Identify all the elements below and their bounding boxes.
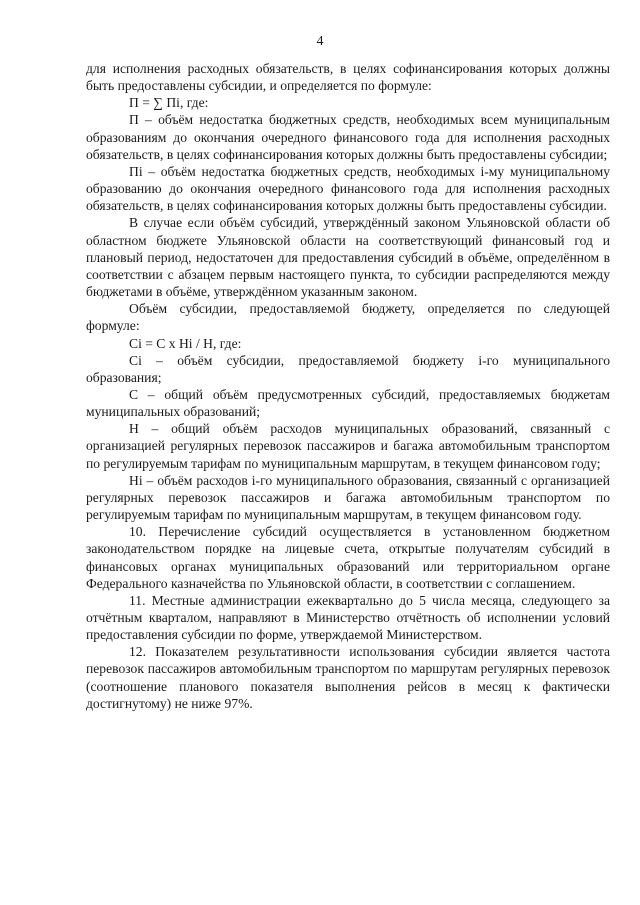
paragraph: 10. Перечисление субсидий осуществляется в установленном бюджетном законодательством порядке на лицевые счета, открытые получателям субсидий в финансовых органах муниципальных образований или территориальном органе Федерального казначейства по Ульяновской области, в соответствии с соглашением. — [86, 524, 610, 591]
paragraph: Н – общий объём расходов муниципальных образований, связанный с организацией регулярных перевозок пассажиров и багажа автомобильным транспортом по регулируемым тарифам по муниципальным маршрутам, в текущем финансовом году; — [86, 421, 610, 471]
formula-line: Сi = С x Нi / Н, где: — [129, 335, 242, 351]
formula-line: П = ∑ Пi, где: — [129, 95, 209, 111]
paragraph: С – общий объём предусмотренных субсидий, предоставляемых бюджетам муниципальных образований; — [86, 386, 610, 420]
document-body — [86, 60, 610, 712]
paragraph: для исполнения расходных обязательств, в целях софинансирования которых должны быть предоставлены субсидии, и определяется по формуле: — [86, 61, 610, 94]
paragraph: Пi – объём недостатка бюджетных средств, необходимых i-му муниципальному образованию до окончания очередного финансового года для исполнения расходных обязательств, в целях софинансирования которых должны быть предоставлены субсидии. — [86, 163, 610, 214]
paragraph: Объём субсидии, предоставляемой бюджету, определяется по следующей формуле: — [86, 301, 610, 334]
paragraph: 11. Местные администрации ежеквартально до 5 числа месяца, следующего за отчётным кварталом, направляют в Министерство отчётность об исполнении условий предоставления субсидии по форме, утверждаемой Министерством. — [86, 592, 610, 643]
paragraph: В случае если объём субсидий, утверждённый законом Ульяновской области об областном бюджете Ульяновской области на соответствующий финансовый год и плановый период, недостаточен для предоставления субсидий в объёме, определённом в соответствии с абзацем первым настоящего пункта, то субсидии распределяются между бюджетами в объёме, утверждённом указанным законом. — [86, 215, 610, 300]
paragraph: Нi – объём расходов i-го муниципального образования, связанный с организацией регулярных перевозок пассажиров и багажа автомобильным транспортом по регулируемым тарифам по муниципальным маршрутам, в текущем финансовом году. — [86, 472, 610, 523]
page-number: 4 — [316, 34, 324, 49]
paragraph: П – объём недостатка бюджетных средств, необходимых всем муниципальным образованиям до окончания очередного финансового года для исполнения расходных обязательств, в целях софинансирования которых должны быть предоставлены субсидии; — [86, 112, 610, 162]
paragraph: 12. Показателем результативности использования субсидии является частота перевозок пассажиров автомобильным транспортом по маршрутам регулярных перевозок (соотношение планового показателя выполнения рейсов в месяц к фактически достигнутому) не ниже 97%. — [86, 644, 610, 711]
paragraph: Сi – объём субсидии, предоставляемой бюджету i-го муниципального образования; — [86, 352, 610, 385]
